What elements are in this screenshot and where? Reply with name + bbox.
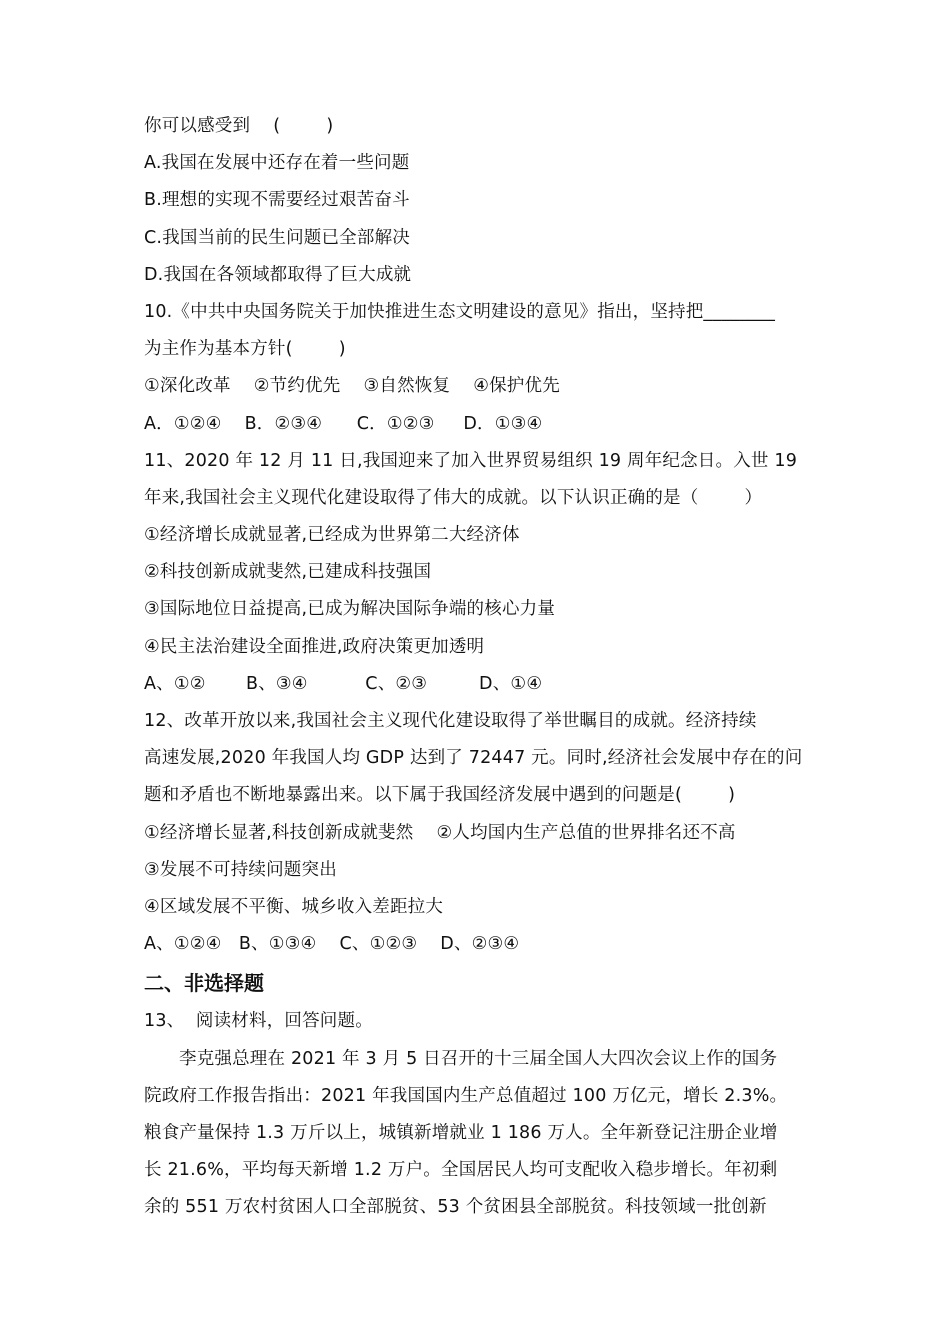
q12-item-4: ④区域发展不平衡、城乡收入差距拉大	[144, 896, 444, 917]
q10-stem-line1: 10.《中共中央国务院关于加快推进生态文明建设的意见》指出，坚持把________	[144, 301, 776, 322]
q11-stem-line1: 11、2020 年 12 月 11 日,我国迎来了加入世界贸易组织 19 周年纪念日。入世 19	[144, 450, 798, 471]
q10-choices: A．①②④ B．②③④ C．①②③ D．①③④	[144, 413, 543, 434]
q10-items: ①深化改革 ②节约优先 ③自然恢复 ④保护优先	[144, 376, 560, 397]
q13-material-line3: 粮食产量保持 1.3 万斤以上，城镇新增就业 1 186 万人。全年新登记注册企业增	[144, 1122, 778, 1143]
q12-stem-line1: 12、改革开放以来,我国社会主义现代化建设取得了举世瞩目的成就。经济持续	[144, 711, 757, 731]
q9-option-c: C.我国当前的民生问题已全部解决	[144, 227, 410, 248]
q13-material-line2: 院政府工作报告指出：2021 年我国国内生产总值超过 100 万亿元，增长 2.3%。	[144, 1085, 788, 1106]
document-page	[144, 108, 810, 1226]
q11-item-3: ③国际地位日益提高,已成为解决国际争端的核心力量	[144, 599, 556, 620]
q12-stem-line2: 高速发展,2020 年我国人均 GDP 达到了 72447 元。同时,经济社会发展中存在的问	[144, 748, 803, 769]
q13-material-line5: 余的 551 万农村贫困人口全部脱贫、53 个贫困县全部脱贫。科技领域一批创新	[144, 1197, 767, 1218]
q11-item-4: ④民主法治建设全面推进,政府决策更加透明	[144, 636, 485, 657]
q10-stem-line2: 为主作为基本方针( )	[144, 339, 346, 360]
q9-stem-tail: 你可以感受到 ( )	[144, 116, 334, 136]
q12-item-3: ③发展不可持续问题突出	[144, 859, 337, 880]
q13-material-line4: 长 21.6%，平均每天新增 1.2 万户。全国居民人均可支配收入稳步增长。年初剩	[144, 1160, 778, 1181]
q11-item-2: ②科技创新成就斐然,已建成科技强国	[144, 562, 432, 583]
q9-option-a: A.我国在发展中还存在着一些问题	[144, 153, 410, 174]
section-heading: 二、非选择题	[144, 971, 264, 996]
q11-stem-line2: 年来,我国社会主义现代化建设取得了伟大的成就。以下认识正确的是（ ）	[144, 487, 763, 508]
q12-item-1-2: ①经济增长显著,科技创新成就斐然 ②人均国内生产总值的世界排名还不高	[144, 822, 736, 843]
q9-option-d: D.我国在各领域都取得了巨大成就	[144, 264, 412, 285]
q11-choices: A、①② B、③④ C、②③ D、①④	[144, 673, 543, 694]
q11-item-1: ①经济增长成就显著,已经成为世界第二大经济体	[144, 525, 520, 546]
q13-stem: 13、 阅读材料，回答问题。	[144, 1011, 373, 1032]
q13-material-line1: 李克强总理在 2021 年 3 月 5 日召开的十三届全国人大四次会议上作的国务	[179, 1048, 778, 1069]
q9-option-b: B.理想的实现不需要经过艰苦奋斗	[144, 190, 410, 211]
q12-choices: A、①②④ B、①③④ C、①②③ D、②③④	[144, 934, 520, 955]
q12-stem-line3: 题和矛盾也不断地暴露出来。以下属于我国经济发展中遇到的问题是( )	[144, 785, 736, 806]
